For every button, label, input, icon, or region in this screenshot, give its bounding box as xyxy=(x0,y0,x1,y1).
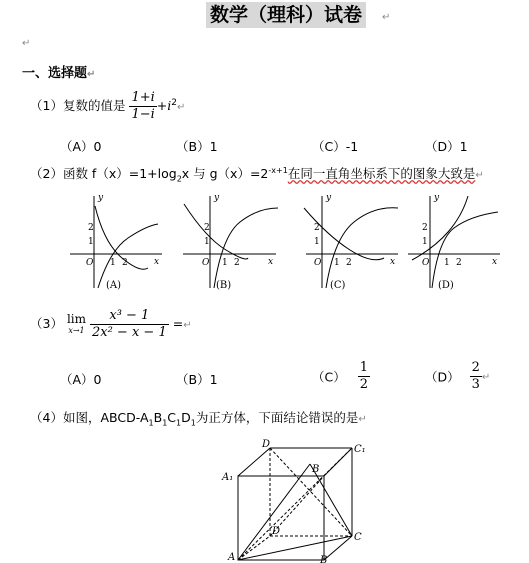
vertex-label: D xyxy=(272,526,281,537)
graph-label: (B) xyxy=(216,280,232,291)
fraction-numerator: 2 xyxy=(471,360,480,375)
paragraph-mark: ↵ xyxy=(481,372,491,383)
question-3 xyxy=(30,308,192,341)
x-axis-label: x xyxy=(492,257,498,267)
y-tick: 1 xyxy=(204,237,210,247)
graph-a xyxy=(70,193,162,291)
paragraph-mark: ↵ xyxy=(177,102,186,113)
question-text: C xyxy=(167,410,177,425)
question-number: （1） xyxy=(30,98,63,113)
fraction xyxy=(358,360,370,393)
cube-diagonal xyxy=(238,448,352,560)
x-axis-label: x xyxy=(390,257,396,267)
cube-figure xyxy=(220,436,380,563)
x-tick: 2 xyxy=(122,258,128,268)
vertex-label: B xyxy=(320,555,328,563)
vertex-label: C₁ xyxy=(354,444,366,455)
y-axis-label: y xyxy=(326,193,332,203)
curve-g xyxy=(184,204,248,259)
question-text: 函数 f（x）=1+log xyxy=(62,166,177,181)
page-title: 数学（理科）试卷 xyxy=(206,2,366,28)
origin-label: O xyxy=(314,258,322,268)
x-tick: 1 xyxy=(222,258,228,268)
question-tail: +i xyxy=(156,98,172,113)
paragraph-mark: ↵ xyxy=(183,320,192,331)
option-c: （C）-1 xyxy=(312,139,359,154)
option-d: （D）1 xyxy=(425,139,468,154)
question-4 xyxy=(30,408,367,428)
vertex-label: A xyxy=(228,552,236,563)
question-text: 为正方体，下面结论 xyxy=(195,410,309,425)
graph-b xyxy=(183,193,278,291)
section-heading-text: 一、选择题 xyxy=(22,66,88,81)
question-2 xyxy=(30,164,484,184)
question-text: B xyxy=(153,410,163,425)
superscript: -x+1 xyxy=(268,165,288,175)
graph-label: (A) xyxy=(106,280,122,291)
option-a: （A）0 xyxy=(60,372,102,387)
curve-f xyxy=(98,224,158,288)
question-text: 的是 xyxy=(333,410,359,425)
fraction xyxy=(90,308,169,341)
curve-f xyxy=(432,212,498,288)
y-tick: 2 xyxy=(88,223,94,233)
cube-edge xyxy=(324,536,352,560)
cube-diagonal xyxy=(238,536,352,560)
paragraph-mark: ↵ xyxy=(87,69,96,80)
paragraph-mark: ↵ xyxy=(22,38,31,49)
subscript: 1 xyxy=(190,418,196,428)
y-tick: 2 xyxy=(314,223,320,233)
fraction-denominator: 2x² − x − 1 xyxy=(91,325,167,340)
cube-diagonal xyxy=(238,464,310,560)
subscript: 2 xyxy=(176,174,182,184)
limit xyxy=(66,311,86,336)
fraction-denominator: 2 xyxy=(359,377,368,392)
vertex-label: B xyxy=(312,464,320,475)
equals-sign: = xyxy=(172,316,184,331)
x-tick: 1 xyxy=(110,258,116,268)
vertex-label: C xyxy=(354,532,362,543)
curve-f xyxy=(326,208,398,288)
subscript: 1 xyxy=(176,418,182,428)
question-number: （3） xyxy=(30,316,63,331)
graph-d xyxy=(408,193,500,291)
graph-label: (C) xyxy=(330,280,346,291)
option-label: （D） xyxy=(425,369,460,385)
question-emphasis: 错误 xyxy=(308,410,334,425)
y-axis-label: y xyxy=(434,193,440,203)
paragraph-mark: ↵ xyxy=(382,12,391,23)
fraction-denominator: 3 xyxy=(471,377,480,392)
subscript: 1 xyxy=(162,418,168,428)
fraction-numerator: x³ − 1 xyxy=(90,308,169,325)
option-label: （C） xyxy=(312,369,346,385)
section-heading xyxy=(22,62,95,81)
y-tick: 2 xyxy=(422,223,428,233)
paragraph-mark: ↵ xyxy=(358,414,367,425)
vertex-label: A₁ xyxy=(222,472,234,483)
vertex-label: D xyxy=(262,439,271,450)
origin-label: O xyxy=(422,258,430,268)
x-axis-label: x xyxy=(268,257,274,267)
cube-edge xyxy=(238,448,270,476)
question-text: x 与 g（x）=2 xyxy=(181,166,269,181)
question-text: 如图，ABCD-A xyxy=(62,410,149,425)
fraction-numerator: 1+i xyxy=(131,90,155,105)
origin-label: O xyxy=(202,258,210,268)
option-d xyxy=(425,360,490,393)
x-axis-label: x xyxy=(154,257,160,267)
question-number: （4） xyxy=(30,410,63,425)
cube-diagonal xyxy=(270,448,352,536)
exponent: 2 xyxy=(171,97,177,108)
y-axis-label: y xyxy=(98,193,104,203)
y-tick: 1 xyxy=(422,237,428,247)
x-tick: 2 xyxy=(456,258,462,268)
option-c xyxy=(312,360,370,393)
question-text: 复数的值是 xyxy=(62,98,126,113)
y-axis-label: y xyxy=(214,193,220,203)
fraction-denominator: 1−i xyxy=(131,107,155,122)
option-b: （B）1 xyxy=(176,372,218,387)
option-b: （B）1 xyxy=(176,139,218,154)
x-tick: 1 xyxy=(444,258,450,268)
graph-c xyxy=(304,193,398,291)
curve-f xyxy=(214,208,278,288)
question-number: （2） xyxy=(30,166,63,181)
y-tick: 1 xyxy=(314,237,320,247)
paragraph-mark: ↵ xyxy=(475,170,484,181)
x-tick: 2 xyxy=(234,258,240,268)
option-a: （A）0 xyxy=(60,139,102,154)
subscript: 1 xyxy=(148,418,154,428)
graphs-figure xyxy=(0,188,529,298)
x-tick: 1 xyxy=(334,258,340,268)
limit-subscript: x→1 xyxy=(68,325,85,335)
y-tick: 2 xyxy=(204,223,210,233)
question-1 xyxy=(30,90,185,123)
fraction xyxy=(129,90,156,123)
graph-label: (D) xyxy=(438,280,454,291)
origin-label: O xyxy=(86,258,94,268)
limit-operator: lim xyxy=(66,311,86,326)
fraction xyxy=(470,360,482,393)
y-tick: 1 xyxy=(88,237,94,247)
question-text: 在同一直角坐标系下的图象大致是 xyxy=(287,166,476,181)
x-tick: 2 xyxy=(346,258,352,268)
question-text: D xyxy=(181,410,191,425)
fraction-numerator: 1 xyxy=(359,360,368,375)
